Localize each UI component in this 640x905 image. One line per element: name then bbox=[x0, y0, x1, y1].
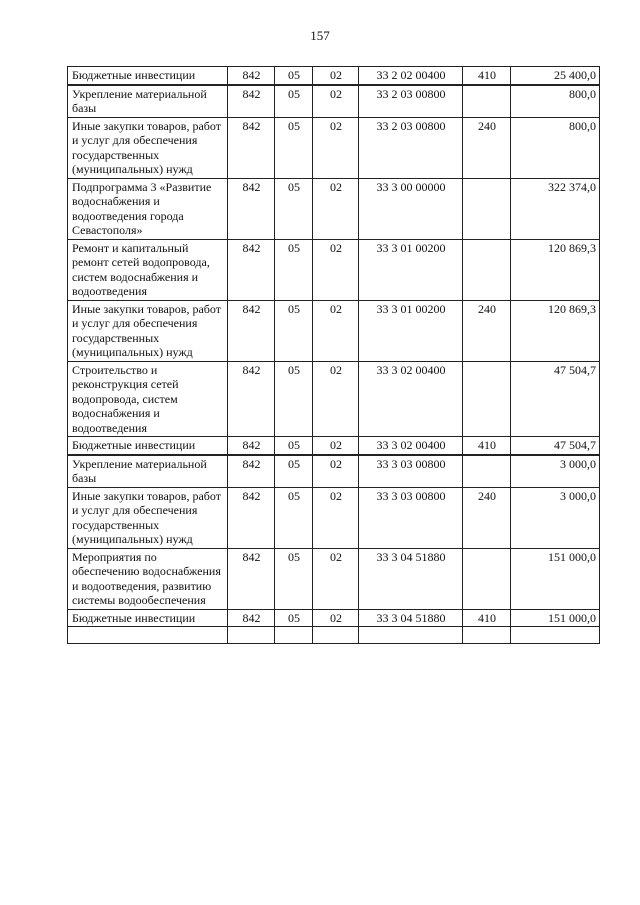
subsection-code-cell: 02 bbox=[313, 178, 359, 239]
empty-cell bbox=[275, 627, 313, 644]
section-code-cell: 05 bbox=[275, 300, 313, 361]
subsection-code-cell: 02 bbox=[313, 437, 359, 455]
ministry-code-cell: 842 bbox=[228, 85, 275, 118]
target-article-cell: 33 3 02 00400 bbox=[359, 437, 463, 455]
budget-table bbox=[67, 66, 600, 644]
amount-cell: 25 400,0 bbox=[511, 67, 600, 85]
row-name-cell: Бюджетные инвестиции bbox=[68, 437, 228, 455]
table-body bbox=[68, 67, 600, 644]
amount-cell: 800,0 bbox=[511, 85, 600, 118]
section-code-cell: 05 bbox=[275, 548, 313, 609]
subsection-code-cell: 02 bbox=[313, 239, 359, 300]
table-row bbox=[68, 437, 600, 455]
amount-cell: 3 000,0 bbox=[511, 455, 600, 488]
row-name-cell: Ремонт и капитальный ремонт сетей водопровода, систем водоснабжения и водоотведения bbox=[68, 239, 228, 300]
expense-type-cell: 240 bbox=[463, 300, 511, 361]
row-name-cell: Бюджетные инвестиции bbox=[68, 609, 228, 627]
row-name-cell: Укрепление материальной базы bbox=[68, 455, 228, 488]
section-code-cell: 05 bbox=[275, 487, 313, 548]
ministry-code-cell: 842 bbox=[228, 300, 275, 361]
amount-cell: 151 000,0 bbox=[511, 548, 600, 609]
expense-type-cell bbox=[463, 239, 511, 300]
expense-type-cell bbox=[463, 548, 511, 609]
subsection-code-cell: 02 bbox=[313, 548, 359, 609]
row-name-cell: Иные закупки товаров, работ и услуг для обеспечения государственных (муниципальных) нужд bbox=[68, 300, 228, 361]
table-row bbox=[68, 85, 600, 118]
subsection-code-cell: 02 bbox=[313, 609, 359, 627]
section-code-cell: 05 bbox=[275, 455, 313, 488]
row-name-cell: Иные закупки товаров, работ и услуг для обеспечения государственных (муниципальных) нужд bbox=[68, 117, 228, 178]
empty-cell bbox=[228, 627, 275, 644]
section-code-cell: 05 bbox=[275, 437, 313, 455]
table-row bbox=[68, 548, 600, 609]
target-article-cell: 33 2 03 00800 bbox=[359, 85, 463, 118]
target-article-cell: 33 3 01 00200 bbox=[359, 239, 463, 300]
expense-type-cell bbox=[463, 85, 511, 118]
expense-type-cell bbox=[463, 455, 511, 488]
row-name-cell: Мероприятия по обеспечению водоснабжения и водоотведения, развитию системы водообеспечения bbox=[68, 548, 228, 609]
page-number: 157 bbox=[310, 28, 330, 43]
section-code-cell: 05 bbox=[275, 117, 313, 178]
expense-type-cell: 410 bbox=[463, 67, 511, 85]
table-row bbox=[68, 117, 600, 178]
subsection-code-cell: 02 bbox=[313, 300, 359, 361]
empty-cell bbox=[313, 627, 359, 644]
ministry-code-cell: 842 bbox=[228, 455, 275, 488]
table-row bbox=[68, 487, 600, 548]
section-code-cell: 05 bbox=[275, 67, 313, 85]
expense-type-cell bbox=[463, 178, 511, 239]
subsection-code-cell: 02 bbox=[313, 455, 359, 488]
amount-cell: 120 869,3 bbox=[511, 300, 600, 361]
section-code-cell: 05 bbox=[275, 609, 313, 627]
ministry-code-cell: 842 bbox=[228, 609, 275, 627]
table-row bbox=[68, 178, 600, 239]
target-article-cell: 33 2 03 00800 bbox=[359, 117, 463, 178]
target-article-cell: 33 3 04 51880 bbox=[359, 548, 463, 609]
subsection-code-cell: 02 bbox=[313, 361, 359, 437]
expense-type-cell: 410 bbox=[463, 437, 511, 455]
section-code-cell: 05 bbox=[275, 85, 313, 118]
expense-type-cell: 240 bbox=[463, 117, 511, 178]
row-name-cell: Бюджетные инвестиции bbox=[68, 67, 228, 85]
target-article-cell: 33 3 01 00200 bbox=[359, 300, 463, 361]
row-name-cell: Укрепление материальной базы bbox=[68, 85, 228, 118]
table-row bbox=[68, 609, 600, 627]
target-article-cell: 33 3 02 00400 bbox=[359, 361, 463, 437]
subsection-code-cell: 02 bbox=[313, 67, 359, 85]
subsection-code-cell: 02 bbox=[313, 85, 359, 118]
empty-cell bbox=[511, 627, 600, 644]
section-code-cell: 05 bbox=[275, 361, 313, 437]
table-tail-row bbox=[68, 627, 600, 644]
amount-cell: 800,0 bbox=[511, 117, 600, 178]
amount-cell: 151 000,0 bbox=[511, 609, 600, 627]
subsection-code-cell: 02 bbox=[313, 117, 359, 178]
ministry-code-cell: 842 bbox=[228, 487, 275, 548]
target-article-cell: 33 2 02 00400 bbox=[359, 67, 463, 85]
table-row bbox=[68, 239, 600, 300]
table-row bbox=[68, 300, 600, 361]
row-name-cell: Строительство и реконструкция сетей водопровода, систем водоснабжения и водоотведения bbox=[68, 361, 228, 437]
table-row bbox=[68, 67, 600, 85]
row-name-cell: Подпрограмма 3 «Развитие водоснабжения и водоотведения города Севастополя» bbox=[68, 178, 228, 239]
target-article-cell: 33 3 04 51880 bbox=[359, 609, 463, 627]
ministry-code-cell: 842 bbox=[228, 239, 275, 300]
subsection-code-cell: 02 bbox=[313, 487, 359, 548]
ministry-code-cell: 842 bbox=[228, 117, 275, 178]
expense-type-cell: 410 bbox=[463, 609, 511, 627]
empty-cell bbox=[463, 627, 511, 644]
amount-cell: 322 374,0 bbox=[511, 178, 600, 239]
ministry-code-cell: 842 bbox=[228, 178, 275, 239]
amount-cell: 3 000,0 bbox=[511, 487, 600, 548]
row-name-cell: Иные закупки товаров, работ и услуг для обеспечения государственных (муниципальных) нужд bbox=[68, 487, 228, 548]
table-row bbox=[68, 361, 600, 437]
amount-cell: 47 504,7 bbox=[511, 437, 600, 455]
amount-cell: 120 869,3 bbox=[511, 239, 600, 300]
amount-cell: 47 504,7 bbox=[511, 361, 600, 437]
table-row bbox=[68, 455, 600, 488]
empty-cell bbox=[68, 627, 228, 644]
target-article-cell: 33 3 03 00800 bbox=[359, 455, 463, 488]
target-article-cell: 33 3 00 00000 bbox=[359, 178, 463, 239]
section-code-cell: 05 bbox=[275, 239, 313, 300]
ministry-code-cell: 842 bbox=[228, 361, 275, 437]
target-article-cell: 33 3 03 00800 bbox=[359, 487, 463, 548]
ministry-code-cell: 842 bbox=[228, 437, 275, 455]
expense-type-cell: 240 bbox=[463, 487, 511, 548]
ministry-code-cell: 842 bbox=[228, 67, 275, 85]
empty-cell bbox=[359, 627, 463, 644]
expense-type-cell bbox=[463, 361, 511, 437]
section-code-cell: 05 bbox=[275, 178, 313, 239]
ministry-code-cell: 842 bbox=[228, 548, 275, 609]
